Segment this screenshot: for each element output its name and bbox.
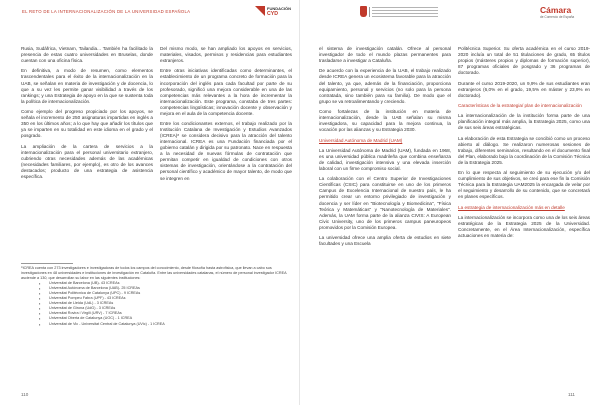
paragraph: La internacionalización de la institución forma parte de una planificación integral más amplia, la Estrategia 2025, como una de sus seis áreas estratégicas. <box>458 113 590 131</box>
left-page-column-1 <box>21 46 153 184</box>
paragraph: La internacionalización se incorpora como una de los seis áreas estratégicas de la Estrategia 2025 de la Universidad. Concretamente, en el Área Internacionalización, específica actuaciones en materia de: <box>458 215 590 239</box>
paragraph: En lo que respecta al seguimiento de su ejecución y/o del cumplimiento de sus objetivos, se creó para ese fin la Comisión Técnica para la Estrategia UAM2025 la encargada de velar por el seguimiento y desarrollo de su contenido, que se concretará en planes específicos. <box>458 170 590 200</box>
paragraph: Politécnica Superior. Su oferta académica en el curso 2019-2020 incluía un total de 51 titulaciones de grado, 65 títulos propios (másteres propios y diplomas de formación superior), 87 programas oficiales de posgrado y 36 programas de doctorado. <box>458 46 590 76</box>
paragraph: Como ejemplo del progreso propiciado por los apoyos, se señala el incremento de 250 asignaturas impartidas en inglés a 350 en los últimos años; a lo que hay que añadir los títulos que ya se imparten en su totalidad en este idioma en el grado y el posgrado. <box>21 109 153 139</box>
footnote-list-item: ▪ Universitat Pompeu Fabra (UPF) - 43 ICREAs <box>39 296 293 301</box>
camara-comercio-logo <box>540 5 596 23</box>
paragraph: La elaboración de esta Estrategia se concibió como un proceso abierto al diálogo. Se realizaron numerosas sesiones de trabajo, diferentes seminarios, resultando en el documento final del Plan, elaborado bajo la coordinación de la Comisión Técnica de la Estrategia 2025. <box>458 135 590 165</box>
paragraph: Durante el curso 2019-2020, un 9,9% de sus estudiantes eran extranjeros (6,0% en el grado, 19,5% en máster y 23,9% en doctorado). <box>458 80 590 98</box>
footnote-divider <box>21 263 73 264</box>
paragraph: Rusia, Sudáfrica, Vietnam, Tailandia... También ha facilitado la presencia de estas cuatro universidades en Bruselas, donde cuentan con una oficina física. <box>21 46 153 64</box>
paragraph: En definitiva, a modo de resumen, como elementos trascendentales para el éxito de la internacionalización en la UAB, se señalan en materia de investigación y de docencia, lo que a su vez les permite ganar visibilidad a través de los rankings; y una Estrategia de apoyo en la que se sustenta toda la política de internacionalización. <box>21 68 153 104</box>
footnote-list-item: ▪ Universitat Politècnica de Catalunya (UPC) - 9 ICREAs <box>39 291 293 296</box>
footnote-text: ⁸ICREA cuenta con 273 investigadores e investigadoras de todos los campos del conocimiento, desde filosofía hasta astrofísica, que llevan a cabo sus investigaciones en 48 universidades e instituciones de investigación en Cataluña. Entre las universidades catalanas, el número de personal investigador ICREA asciende a 130, que desarrollan su labor en las siguientes instituciones: <box>21 266 287 281</box>
paragraph: Entre los condicionantes externos, el trabajo realizado por la Institución Catalana de Investigación y Estudios Avanzados (ICREA)⁸ se considera decisivo para la atracción del talento internacional. ICREA es una Fundación financiada por el gobierno catalán y dirigida por su patronato. Nace en respuesta a la necesidad de nuevas fórmulas de contratación que permitan competir en igualdad de condiciones con otros sistemas de investigación, orientándose a la contratación del personal científico y académico de mayor talento, de modo que se integren en <box>160 121 292 181</box>
section-heading-uam: Universidad Autónoma de Madrid (UAM) <box>319 137 403 143</box>
cyd-logo-icon <box>255 6 265 16</box>
left-page-header <box>0 0 300 26</box>
cyd-logo-line1: FUNDACIÓN <box>267 6 291 11</box>
page-number: 110 <box>21 392 29 397</box>
right-page-column-2 <box>458 46 590 239</box>
footnote-list-item: ▪ Universitat de Girona (UdG) - 3 ICREAs <box>39 306 293 311</box>
footnote-list-item: ▪ Universitat de Vic - Universitat Central de Catalunya (UVic) - 1 ICREA <box>39 322 293 327</box>
running-title: EL RETO DE LA INTERNACIONALIZACIÓN DE LA UNIVERSIDAD ESPAÑOLA <box>22 9 191 14</box>
paragraph: el sistema de investigación catalán. Ofrece al personal investigador de todo el mundo plazas permanentes para trasladarse a investigar a Cataluña. <box>319 46 451 64</box>
footnote-list-item: ▪ Universitat Autònoma de Barcelona (UAB)- 25 ICREAs <box>39 286 293 291</box>
left-page-column-2 <box>160 46 292 182</box>
ministry-logo <box>360 6 440 20</box>
footnote-list-item: ▪ Universitat de Lleida (UdL) - 3 ICREAs <box>39 301 293 306</box>
section-heading-strategy-detail: La estrategia de internacionalización más en detalle <box>458 204 565 210</box>
section-heading-strategy: Características de la estrategia/ plan de internacionalización <box>458 102 582 108</box>
footnote-list-item: ▪ Universitat de Barcelona (UB)- 43 ICREAs <box>39 281 293 286</box>
paragraph: La colaboración con el Centro Superior de Investigaciones Científicas (CSIC) para constituirse en uno de los primeros Campus de Excelencia Internacional de nuestro país, le ha permitido crear un entorno privilegiado de investigación y docencia y ser líder en "Biotecnología y Biomedicina", "Física Teórica y Matemáticas" y "Nanotecnología de Materiales". Además, la UAM forma parte de la alianza CIVIS: A European Civic University, uno de los primeros campus paneuropeos promovidos por la Comisión Europea. <box>319 176 451 230</box>
right-page-header <box>300 0 600 26</box>
camara-logo-line1: Cámara <box>540 5 572 15</box>
cyd-logo-line2: CYD <box>267 11 278 17</box>
fundacion-cyd-logo <box>255 6 295 20</box>
paragraph: La Universidad Autónoma de Madrid (UAM), fundada en 1968, es una universidad pública madrileña que combina enseñanza de calidad, investigación intensiva y una elevada inserción laboral con un firme compromiso social. <box>319 147 451 171</box>
logo-divider <box>369 7 370 17</box>
paragraph: De acuerdo con la experiencia de la UAB, el trabajo realizado desde ICREA genera un ecosistema favorable para la atracción del talento, ya que, además de la financiación, proporciona equipamiento, personal y servicios (no solo para la persona contratada, sino también para su familia). De modo que el grupo se va retroalimentando y creciendo. <box>319 68 451 104</box>
page-number: 111 <box>568 392 575 397</box>
footnote-list-item: ▪ Universitat Oberta de Catalunya (UOC) - 1 ICREA <box>39 316 293 321</box>
footnote-list <box>39 281 293 326</box>
camara-logo-line2: de Comercio de España <box>540 15 575 19</box>
footnote-list-item: ▪ Universitat Rovira i Virgili (URV) - 7 ICREAs <box>39 311 293 316</box>
right-page <box>300 0 600 405</box>
paragraph: Entre otras iniciativas identificadas como determinantes, el establecimiento de un programa concreto de formación para la incorporación del inglés para cada facultad por parte de su profesorado, significó una mejora considerable en una de las competencias más relevantes a la hora de incrementar la internacionalización. Este programa, constaba de tres partes: competencias lingüísticas; innovación docente y observación y mejora en el aula de la competencia docente. <box>160 68 292 116</box>
paragraph: La universidad ofrece una amplia oferta de estudios en siete facultades y una Escuela <box>319 235 451 247</box>
footnote <box>21 266 293 327</box>
coat-of-arms-icon <box>360 6 367 17</box>
paragraph: Como fortalezas de la institución en materia de internacionalización, desde la UAB señalan su misma investigadora, su capacidad para la mejora continua, la vocación por las alianzas y su Estrategia 2030. <box>319 109 451 133</box>
paragraph: La ampliación de la cartera de servicios a la internacionalización para el personal universitario extranjero, cubriendo otras necesidades además de las académicas (necesidades familiares, por ejemplo), es otro de los avances destacados; producto de una estrategia de asistencia específica. <box>21 143 153 179</box>
paragraph: Del mismo modo, se han ampliado los apoyos en servicios, materiales, visados, permisos y residencias para estudiantes extranjeros. <box>160 46 292 64</box>
ministry-logo-text <box>372 7 438 17</box>
right-page-column-1 <box>319 46 451 247</box>
